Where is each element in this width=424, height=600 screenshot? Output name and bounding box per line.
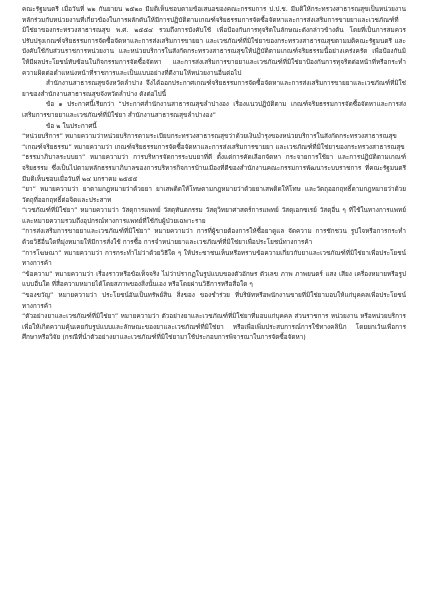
paragraph-cabinet-resolution: คณะรัฐมนตรี เมื่อวันที่ ๒๒ กันยายน ๒๕๒๐ มีมติเห็นชอบตามข้อเสนอของคณะกรรมการ ป.ป.ช. มีมติให้กระทรวงสาธารณสุขเป็นหน่วยงานหลักร่วมกับหน่วยงานที่เกี่ยวข้องในการผลักดันให้มีการปฏิบัติตามเกณฑ์จริยธรรมการจัดซื้อจัดหาและการส่งเสริมการขายยาและเวชภัณฑ์ที่มิใช่ยาของกระทรวงสาธารณสุข พ.ศ. ๒๕๕๔ รวมถึงการบังคับใช้ เพื่อป้องกันการทุจริตในลักษณะดังกล่าวข้างต้น โดยที่เป็นการสมควรปรับปรุงเกณฑ์จริยธรรมการจัดซื้อจัดหาและการส่งเสริมการขายยา และเวชภัณฑ์ที่มิใช่ยาของกระทรวงสาธารณสุขตามมติคณะรัฐมนตรี และบังคับใช้กับส่วนราชการหน่วยงาน และหน่วยบริการในสังกัดกระทรวงสาธารณสุขให้ปฏิบัติตามเกณฑ์จริยธรรมนี้อย่างเคร่งครัด เพื่อป้องกันมิให้มีผลประโยชน์ทับซ้อนในกิจกรรมการจัดซื้อจัดหา และการส่งเสริมการขายยาและเวชภัณฑ์ที่มิใช่ยาป้องกันการทุจริตต่อหน้าที่หรือกระทำความผิดต่อตำแหน่งหน้าที่ราชการและเป็นแบบอย่างที่ดีงามให้หน่วยงานอื่นต่อไป: [22, 5, 406, 77]
definition-message: “ข้อความ” หมายความว่า เรื่องราวหรือข้อเท็จจริง ไม่ว่าปรากฏในรูปแบบของตัวอักษร ตัวเลข ภาพ ภาพยนตร์ แสง เสียง เครื่องหมายหรือรูปแบบอื่นใด ที่สื่อความหมายได้โดยสภาพของสิ่งนั้นเอง หรือโดยผ่านวิธีการหรือสื่อใด ๆ: [22, 269, 406, 289]
definition-sales-promotion: “การส่งเสริมการขายยาและเวชภัณฑ์ที่มิใช่ยา” หมายความว่า การที่ผู้ขายต้องการให้ซื้อยาดูแล จัดความ การชักชวน รูปใจหรือการกระทำด้วยวิธีอื่นใดที่มุ่งหมายให้มีการสั่งใช้ การซื้อ การจำหน่ายยาและเวชภัณฑ์ที่มิใช่ยาเพื่อประโยชน์ทางการค้า: [22, 227, 406, 247]
definition-gift: “ของขวัญ” หมายความว่า ประโยชน์อันเป็นทรัพย์สิน สิ่งของ ของชำร่วย ที่บริษัทหรือพนักงานขายที่มิใช่ยามอบให้แก่บุคคลเพื่อประโยชน์ทางการค้า: [22, 291, 406, 310]
definition-service-unit: “หน่วยบริการ” หมายความว่าหน่วยบริการตามระเบียบกระทรวงสาธารณสุขว่าด้วยเงินบำรุงของหน่วยบริการในสังกัดกระทรวงสาธารณสุข: [22, 132, 397, 141]
definition-drug: “ยา” หมายความว่า ยาตามกฎหมายว่าด้วยยา ยาเสพติดให้โทษตามกฎหมายว่าด้วยยาเสพติดให้โทษ และวัตถุออกฤทธิ์ตามกฎหมายว่าด้วยวัตถุที่ออกฤทธิ์ต่อจิตและประสาท: [22, 185, 406, 204]
definition-drug-governance: “ธรรมาภิบาลระบบยา” หมายความว่า การบริหารจัดการระบบยาที่ดี ตั้งแต่การคัดเลือกจัดหา กระจายการใช้ยา และการปฏิบัติตามเกณฑ์จริยธรรม ซึ่งเป็นไปตามหลักธรรมาภิบาลของการบริหารกิจการบ้านเมืองที่ดีของสำนักงานคณะกรรมการพัฒนาระบบราชการ ที่คณะรัฐมนตรีมีมติเห็นชอบเมื่อวันที่ ๒๔ มกราคม ๒๕๕๕: [22, 153, 406, 183]
definition-advertising: “การโฆษณา” หมายความว่า การกระทำไม่ว่าด้วยวิธีใด ๆ ให้ประชาชนเห็นหรือทราบข้อความเกี่ยวกับยาและเวชภัณฑ์ที่มิใช่ยาเพื่อประโยชน์ทางการค้า: [22, 248, 406, 268]
paragraph-clause-2: ข้อ ๒ ในประกาศนี้: [46, 121, 97, 130]
definition-ethics-criteria: “เกณฑ์จริยธรรม” หมายความว่า เกณฑ์จริยธรรมการจัดซื้อจัดหาและการส่งเสริมการขายยา และเวชภัณฑ์ที่มิใช่ยาของกระทรวงสาธารณสุข: [22, 142, 405, 151]
paragraph-announcement-intro: สำนักงานสาธารณสุขจังหวัดลำปาง จึงได้ออกประกาศเกณฑ์จริยธรรมการจัดซื้อจัดหาและการส่งเสริมการขายยาและเวชภัณฑ์ที่มิใช่ยาของสำนักงานสาธารณสุขจังหวัดลำปาง ดังต่อไปนี้: [22, 79, 406, 98]
paragraph-clause-1: ข้อ ๑ ประกาศนี้เรียกว่า “ประกาศสำนักงานสาธารณสุขลำปางอง เรื่องแนวปฏิบัติตาม เกณฑ์จริยธรรมการจัดซื้อจัดหาและการส่งเสริมการขายยาและเวชภัณฑ์ที่มิใช่ยา สำนักงานสาธารณสุขลำปางอง”: [22, 100, 406, 119]
definition-non-drug-supplies: “เวชภัณฑ์ที่มิใช่ยา” หมายความว่า วัสดุการแพทย์ วัสดุทันตกรรม วัสดุวิทยาศาสตร์การแพทย์ วัสดุเอกซเรย์ วัสดุอื่น ๆ ที่ใช้ในทางการแพทย์ และหมายความรวมถึงอุปกรณ์ทางการแพทย์ที่ใช้กับผู้ป่วยเฉพาะราย: [22, 206, 406, 225]
definition-samples: “ตัวอย่างยาและเวชภัณฑ์ที่มิใช่ยา” หมายความว่า ตัวอย่างยาและเวชภัณฑ์ที่มิใช่ยาที่มอบแก่บุคคล ส่วนราชการ หน่วยงาน หรือหน่วยบริการ เพื่อให้เกิดความคุ้นเคยกับรูปแบบและลักษณะของยาและเวชภัณฑ์ที่มิใช่ยา หรือเพื่อเพิ่มประสบการณ์การใช้ทางคลินิก โดยยกเว้นเพื่อการศึกษาหรือวิจัย (กรณีที่นำตัวอย่างยาและเวชภัณฑ์ที่มิใช่ยามาใช้ประกอบการพิจารณาในการจัดซื้อจัดหา): [22, 312, 406, 342]
